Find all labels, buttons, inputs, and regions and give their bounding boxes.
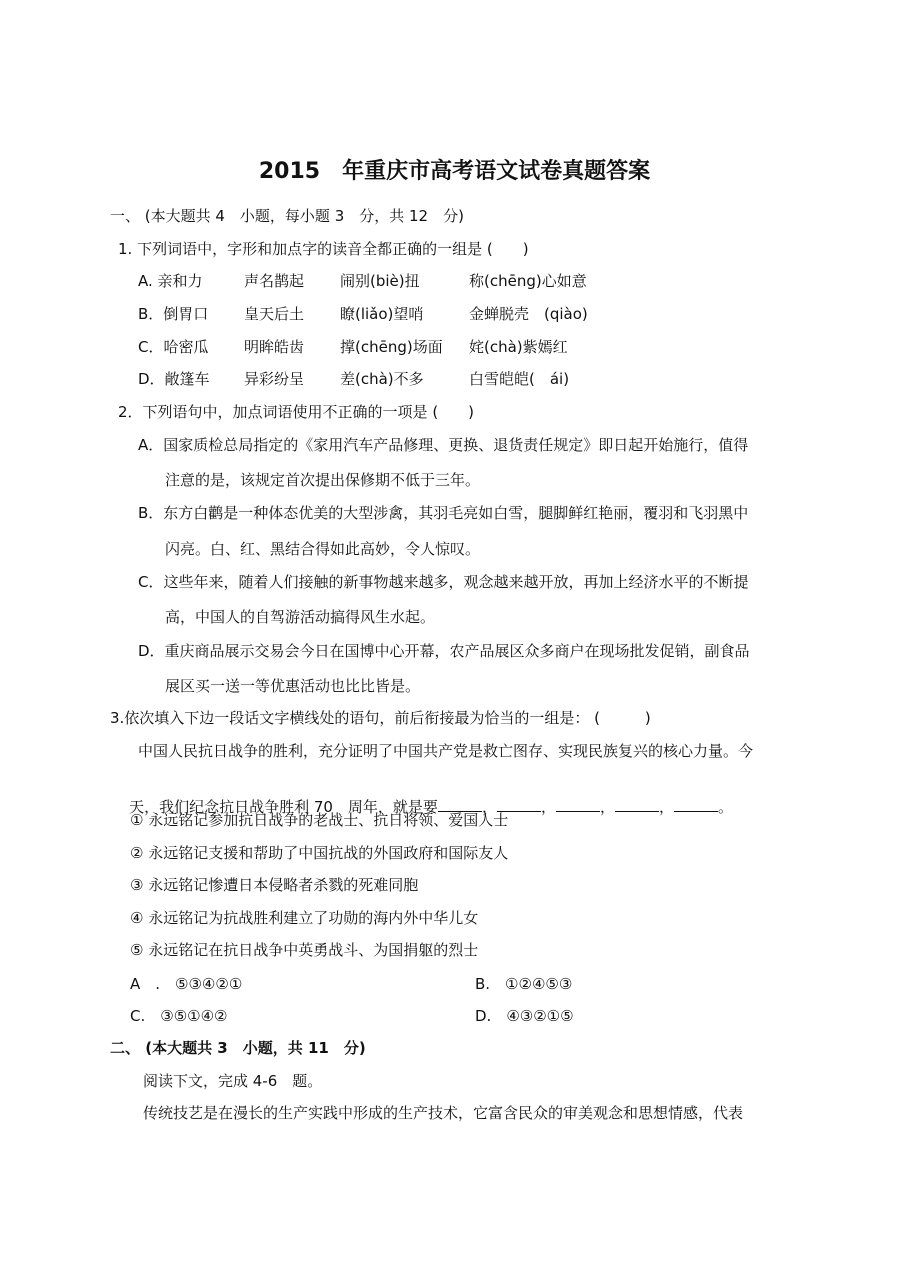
- q1-optC-1: C．哈密瓜: [138, 338, 209, 356]
- q3-item-3: ③ 永远铭记惨遭日本侵略者杀戮的死难同胞: [130, 876, 419, 894]
- q3-option-c: C. ③⑤①④②: [130, 1007, 228, 1025]
- q3-paragraph-line1: 中国人民抗日战争的胜利，充分证明了中国共产党是救亡图存、实现民族复兴的核心力量。今: [138, 742, 754, 760]
- q1-optD-2: 异彩纷呈: [244, 370, 305, 388]
- q1-stem: 1. 下列词语中，字形和加点字的读音全都正确的一组是 ( ): [118, 240, 529, 258]
- q1-optA-1: A. 亲和力: [138, 272, 203, 290]
- q1-optA-2: 声名鹊起: [244, 272, 305, 290]
- q1-optA-4: 称(chēng)心如意: [469, 272, 587, 290]
- q3-paragraph-line2: 天，我们纪念抗日战争胜利 70 周年，就是要 ， ， ， ， 。: [129, 798, 734, 816]
- q3-item-4: ④ 永远铭记为抗战胜利建立了功勋的海内外中华儿女: [130, 909, 479, 927]
- q2-optD-line2: 展区买一送一等优惠活动也比比皆是。: [165, 677, 421, 695]
- q2-optD-line1: D．重庆商品展示交易会今日在国博中心开幕，农产品展区众多商户在现场批发促销，副食品: [138, 642, 750, 660]
- q2-optA-line1: A．国家质检总局指定的《家用汽车产品修理、更换、退货责任规定》即日起开始施行，值得: [138, 436, 749, 454]
- q3-paragraph-prefix: 天，我们纪念抗日战争胜利 70 周年，就是要: [129, 798, 438, 816]
- q2-stem: 2．下列语句中，加点词语使用不正确的一项是 ( ): [118, 403, 475, 421]
- q3-item-5: ⑤ 永远铭记在抗日战争中英勇战斗、为国捐躯的烈士: [130, 941, 479, 959]
- q2-optB-line1: B．东方白鹳是一种体态优美的大型涉禽，其羽毛亮如白雪，腿脚鲜红艳丽，覆羽和飞羽黑中: [138, 504, 749, 522]
- section2-header: 二、 (本大题共 3 小题，共 11 分): [110, 1039, 366, 1057]
- fill-blank-4: [615, 797, 659, 812]
- q1-optB-2: 皇天后土: [244, 305, 305, 323]
- q1-optB-3: 瞭(liǎo)望哨: [340, 305, 424, 323]
- q3-option-a: A . ⑤③④②①: [130, 975, 243, 993]
- q3-item-2: ② 永远铭记支援和帮助了中国抗战的外国政府和国际友人: [130, 844, 509, 862]
- q1-optB-1: B．倒胃口: [138, 305, 209, 323]
- q1-optD-4: 白雪皑皑( ái): [469, 370, 570, 388]
- q2-optC-line2: 高，中国人的自驾游活动搞得风生水起。: [165, 608, 436, 626]
- q2-optC-line1: C．这些年来，随着人们接触的新事物越来越多，观念越来越开放，再加上经济水平的不断提: [138, 573, 749, 591]
- q3-stem: 3.依次填入下边一段话文字横线处的语句，前后衔接最为恰当的一组是： ( ): [110, 709, 651, 727]
- q1-optC-4: 姹(chà)紫嫣红: [469, 338, 568, 356]
- section2-intro: 阅读下文，完成 4-6 题。: [143, 1072, 323, 1090]
- q2-optB-line2: 闪亮。白、红、黑结合得如此高妙，令人惊叹。: [165, 540, 481, 558]
- q3-option-d: D. ④③②①⑤: [475, 1007, 574, 1025]
- fill-blank-5: [674, 797, 718, 812]
- q1-optC-2: 明眸皓齿: [244, 338, 305, 356]
- page-title: 2015 年重庆市高考语文试卷真题答案: [258, 159, 651, 184]
- q1-optB-4: 金蝉脱壳 (qiào): [469, 305, 588, 323]
- q3-item-1: ① 永远铭记参加抗日战争的老战士、抗日将领、爱国人士: [130, 811, 509, 829]
- q2-optA-line2: 注意的是，该规定首次提出保修期不低于三年。: [165, 471, 481, 489]
- q3-option-b: B. ①②④⑤③: [475, 975, 573, 993]
- fill-blank-3: [556, 797, 600, 812]
- q1-optD-3: 差(chà)不多: [340, 370, 424, 388]
- q1-optC-3: 撑(chēng)场面: [340, 338, 443, 356]
- section1-header: 一、 (本大题共 4 小题，每小题 3 分，共 12 分): [110, 207, 464, 225]
- q1-optA-3: 闹别(biè)扭: [340, 272, 420, 290]
- q1-optD-1: D．敞篷车: [138, 370, 210, 388]
- section2-paragraph: 传统技艺是在漫长的生产实践中形成的生产技术，它富含民众的审美观念和思想情感，代表: [143, 1104, 744, 1122]
